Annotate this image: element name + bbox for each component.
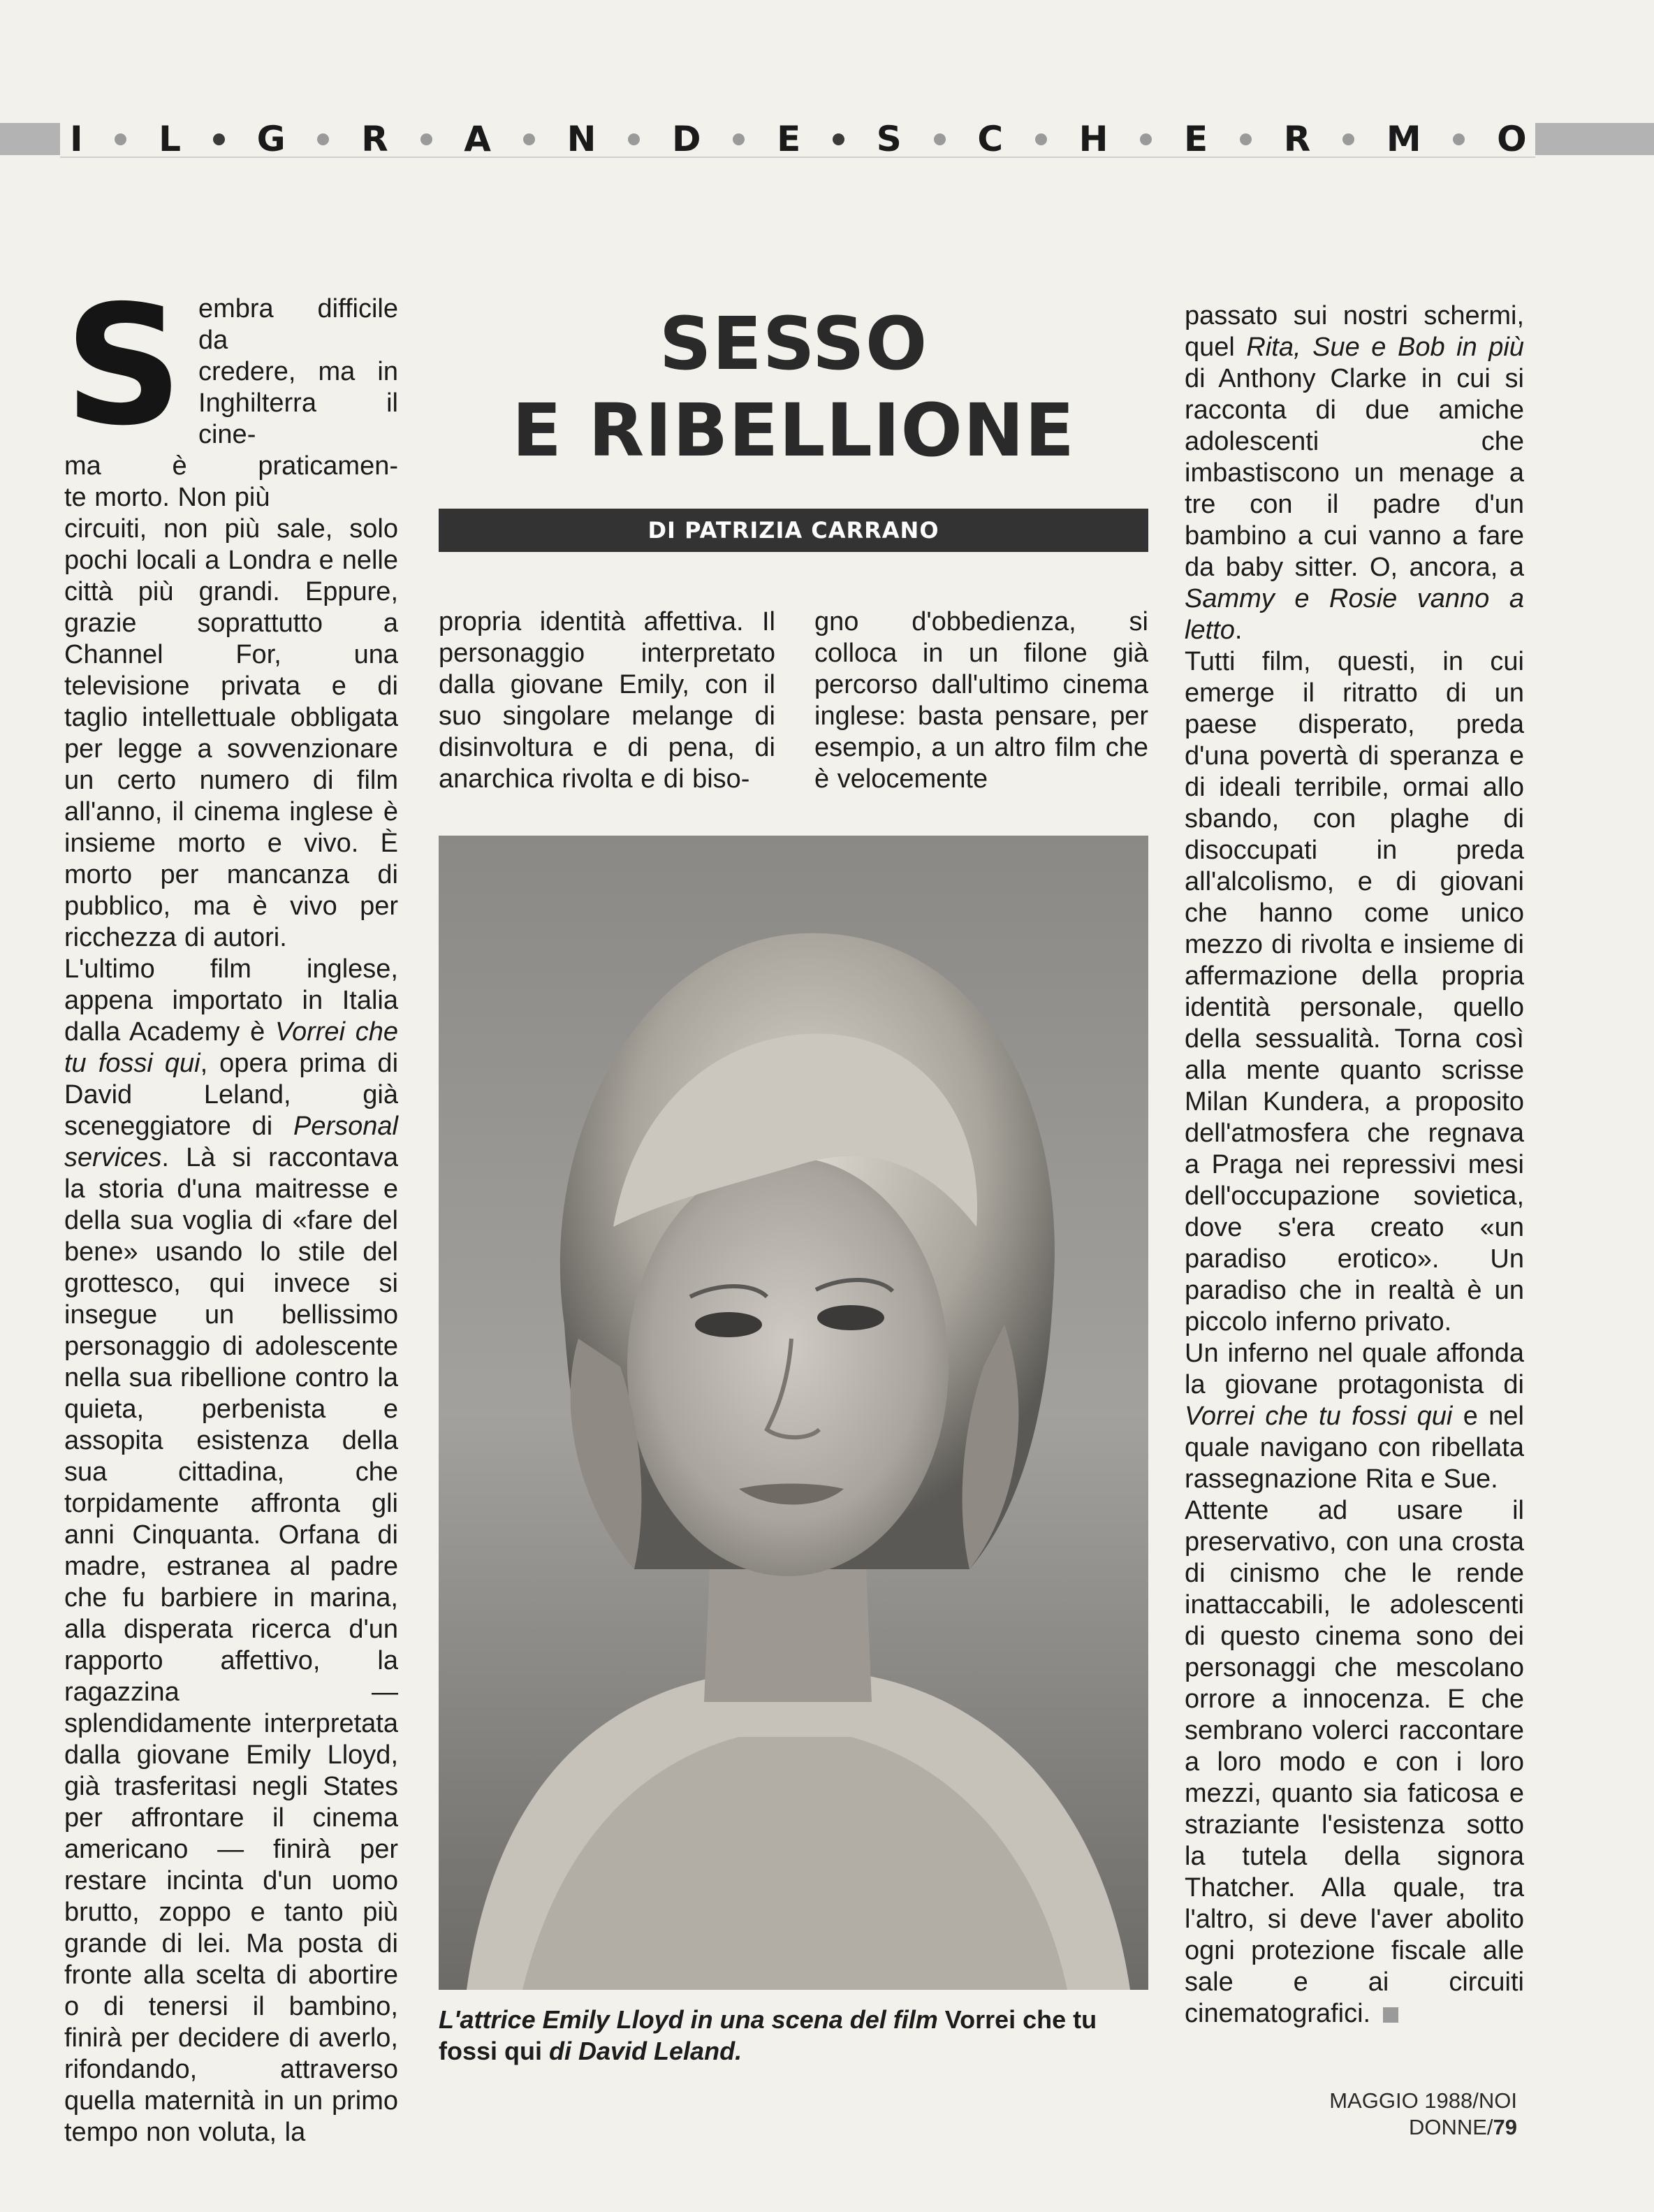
film-still-photo: [439, 836, 1148, 1990]
header-letter: I: [70, 119, 83, 159]
article-column-4: [1185, 300, 1524, 2030]
header-dot: [628, 133, 640, 145]
caption-text: L'attrice Emily Lloyd in una scena del film: [439, 2005, 945, 2034]
paragraph: [1185, 1495, 1524, 2030]
page-number: 79: [1493, 2115, 1517, 2139]
film-title: Rita, Sue e Bob in più: [1246, 333, 1524, 362]
caption-text: di David Leland.: [542, 2037, 742, 2065]
header-letter: H: [1078, 119, 1108, 159]
header-letter: R: [361, 119, 388, 159]
header-letter: E: [777, 119, 801, 159]
header-bar-right: [1535, 123, 1654, 155]
page-folio: [1224, 2088, 1517, 2141]
header-dot: [1453, 133, 1465, 145]
header-bar-left: [0, 123, 60, 155]
headline-line-2: E RIBELLIONE: [511, 388, 1076, 473]
header-letter: M: [1386, 119, 1421, 159]
paragraph: gno d'obbedienza, si colloca in un filone già percorso dall'ultimo cinema inglese: basta pensare, per esempio, a un altro film che è velocemente: [814, 607, 1148, 794]
paragraph: Tutti film, questi, in cui emerge il ritratto di un paese disperato, preda d'una povertà di speranza e di ideali terribile, ormai allo sbando, con plaghe di disoccupati in preda all'alcolismo, e di giovani che hanno come unico mezzo di rivolta e insieme di affermazione della propria identità personale, quello della sessualità. Torna così alla mente quanto scrisse Milan Kundera, a proposito dell'atmosfera che regnava a Praga nei repressivi mesi dell'occupazione sovietica, dove s'era creato «un paradiso erotico». Un paradiso che in realtà è un piccolo inferno privato.: [1185, 647, 1524, 1337]
paragraph: circuiti, non più sale, solo pochi locali a Londra e nelle città più grandi. Eppure, grazie soprattutto a Channel For, una televisione privata e di taglio intellettuale obbligata per legge a sovvenzionare un certo numero di film all'anno, il cinema inglese è insieme morto e vivo. È morto per mancanza di pubblico, ma è vivo per ricchezza di autori.: [64, 514, 398, 952]
film-title: Personal services: [64, 1112, 398, 1172]
text-run: di Anthony Clarke in cui si racconta di due amiche adolescenti che imbastiscono un menage a tre con il padre d'un bambino a cui vanno a fare da baby sitter. O, ancora, a: [1185, 364, 1524, 582]
text-line: embra difficile da: [198, 294, 398, 355]
header-dot: [934, 133, 946, 145]
text-run: L'ultimo film inglese, appena importato in Italia dalla Academy è: [64, 954, 398, 1047]
header-letter: R: [1283, 119, 1311, 159]
article-column-1: [64, 270, 399, 2148]
text-run: Attente ad usare il preservativo, con una crosta di cinismo che le rende inattaccabili, le adolescenti di questo cinema sono dei personaggi che mescolano orrore a innocenza. E che sembrano volerci raccontare a loro modo e con i loro mezzi, quanto sia faticosa e straziante l'esistenza sotto la tutela della signora Thatcher. Alla quale, tra l'altro, si deve l'aver abolito ogni protezione fiscale alle sale e ai circuiti cinematografici.: [1185, 1496, 1524, 2028]
article-column-2: [439, 606, 775, 795]
header-dot: [1035, 133, 1047, 145]
section-header: [0, 117, 1654, 161]
header-dot: [1342, 133, 1354, 145]
header-dot: [523, 133, 535, 145]
portrait-illustration: [439, 836, 1148, 1990]
text-line: ma è praticamen-: [64, 451, 398, 481]
header-letter: D: [671, 119, 701, 159]
end-of-article-square-icon: [1383, 2007, 1398, 2023]
header-letter: G: [256, 119, 286, 159]
photo-caption: [439, 2004, 1148, 2067]
header-dot: [733, 133, 745, 145]
header-dot: [420, 133, 432, 145]
text-run: Un inferno nel quale affonda la giovane protagonista di: [1185, 1339, 1524, 1399]
text-line: te morto. Non più: [64, 483, 270, 512]
headline-line-1: SESSO: [659, 301, 928, 386]
caption-film-title: Vorrei che tu fossi qui: [439, 2005, 1097, 2065]
header-letter: N: [566, 119, 597, 159]
header-dot: [1240, 133, 1252, 145]
text-run: passato sui nostri schermi, quel: [1185, 301, 1524, 362]
film-title: Sammy e Rosie vanno a letto: [1185, 584, 1524, 645]
header-letter: S: [876, 119, 902, 159]
header-letter: C: [977, 119, 1004, 159]
drop-cap: S: [64, 270, 183, 462]
text-line: Inghilterra il cine-: [198, 388, 398, 449]
header-letter: A: [464, 119, 491, 159]
header-dot: [213, 133, 225, 145]
header-dot: [833, 133, 844, 145]
header-letter: O: [1497, 119, 1527, 159]
author-byline: DI PATRIZIA CARRANO: [439, 509, 1148, 552]
header-dot: [1140, 133, 1152, 145]
text-run: .: [1234, 616, 1243, 645]
article-column-3: [814, 606, 1148, 795]
paragraph: [1185, 1338, 1524, 1495]
header-dot: [115, 133, 126, 145]
text-run: . Là si raccontava la storia d'una maitresse e della sua voglia di «fare del bene» usando lo stile del grottesco, qui invece si insegue un bellissimo personaggio di adolescente nella sua ribellione contro la quieta, perbenista e assopita esistenza della sua cittadina, che torpidamente affronta gli anni Cinquanta. Orfana di madre, estranea al padre che fu barbiere in marina, alla disperata ricerca d'un rapporto affettivo, la ragazzina — splendidamente interpretata dalla giovane Emily Lloyd, già trasferitasi negli States per affrontare il cinema americano — finirà per restare incinta d'un uomo brutto, zoppo e tanto più grande di lei. Ma posta di fronte alla scelta di abortire o di tenersi il bambino, finirà per decidere di averlo, rifondando, attraverso quella maternità in un primo tempo non voluta, la: [64, 1143, 398, 2147]
paragraph: propria identità affettiva. Il personaggio interpretato dalla giovane Emily, con il suo singolare melange di disinvoltura e di pena, di anarchica rivolta e di biso-: [439, 607, 775, 794]
header-letter: L: [159, 119, 182, 159]
film-title: Vorrei che tu fossi qui: [1185, 1402, 1453, 1431]
header-letter: E: [1184, 119, 1208, 159]
header-dot: [317, 133, 329, 145]
text-line: credere, ma in: [198, 357, 398, 386]
text-run: , opera prima di David Leland, già sceneggiatore di: [64, 1049, 399, 1141]
folio-text: MAGGIO 1988/NOI DONNE/: [1329, 2088, 1517, 2139]
paragraph: [64, 954, 398, 2148]
paragraph: [1185, 300, 1524, 646]
section-title-letters: [70, 117, 1527, 161]
text-run: e nel quale navigano con ribellata rassegnazione Rita e Sue.: [1185, 1402, 1524, 1494]
article-headline: [439, 300, 1148, 474]
film-title: Vorrei che tu fossi qui: [64, 1017, 398, 1078]
